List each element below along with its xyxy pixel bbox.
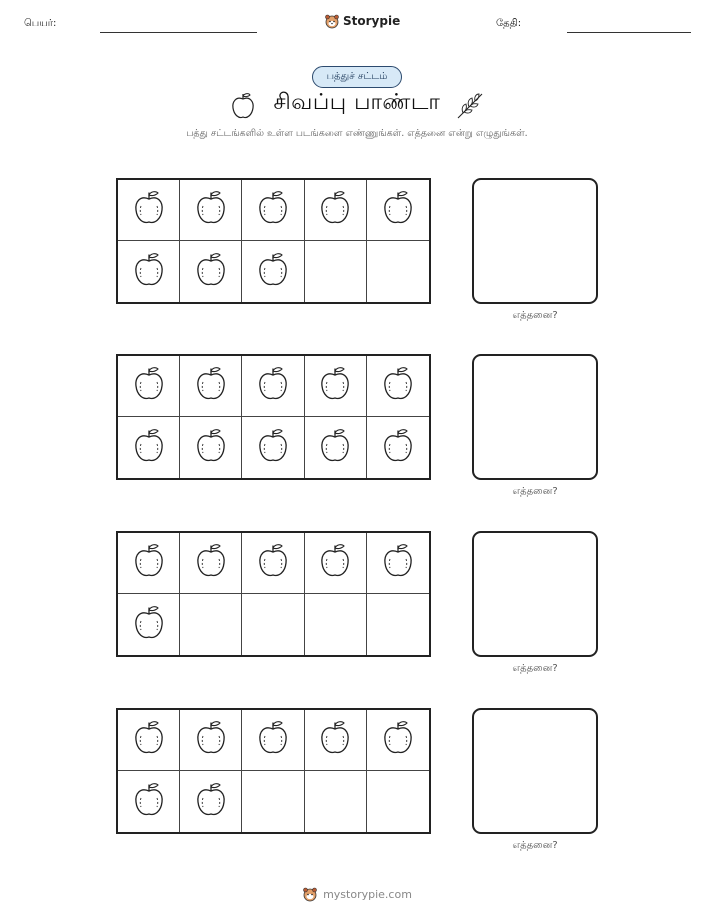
frame-cell xyxy=(180,710,242,771)
date-label: தேதி: xyxy=(496,18,522,29)
apple-icon xyxy=(132,366,166,406)
frame-cell xyxy=(242,356,304,417)
apple-icon xyxy=(132,190,166,230)
frame-cell xyxy=(367,241,429,302)
answer-label: எத்தனை? xyxy=(512,840,558,851)
apple-icon xyxy=(194,252,228,292)
frame-cell xyxy=(367,180,429,241)
footer xyxy=(0,886,714,902)
frame-cell xyxy=(367,594,429,655)
name-line[interactable] xyxy=(100,32,257,33)
date-line[interactable] xyxy=(567,32,691,33)
apple-icon xyxy=(194,720,228,760)
apple-icon xyxy=(256,366,290,406)
answer-label: எத்தனை? xyxy=(512,486,558,497)
apple-icon xyxy=(132,252,166,292)
ten-frame-block-4 xyxy=(0,708,714,868)
apple-icon xyxy=(194,782,228,822)
apple-icon xyxy=(256,720,290,760)
ten-frame-block-2 xyxy=(0,354,714,514)
apple-icon xyxy=(256,190,290,230)
apple-icon xyxy=(318,543,352,583)
apple-icon xyxy=(132,782,166,822)
frame-cell xyxy=(367,533,429,594)
red-panda-icon xyxy=(302,886,318,902)
apple-icon xyxy=(256,543,290,583)
apple-icon xyxy=(381,720,415,760)
apple-icon xyxy=(318,190,352,230)
frame-cell xyxy=(242,594,304,655)
frame-cell xyxy=(305,241,367,302)
frame-cell xyxy=(180,594,242,655)
frame-cell xyxy=(118,771,180,832)
frame-cell xyxy=(242,417,304,478)
frame-cell xyxy=(118,241,180,302)
frame-cell xyxy=(118,594,180,655)
apple-icon xyxy=(132,543,166,583)
title-row xyxy=(0,90,714,122)
frame-cell xyxy=(305,180,367,241)
red-panda-icon xyxy=(324,13,340,29)
frame-cell xyxy=(180,356,242,417)
apple-icon xyxy=(381,428,415,468)
apple-icon xyxy=(381,543,415,583)
frame-cell xyxy=(118,356,180,417)
apple-icon xyxy=(381,190,415,230)
answer-box[interactable] xyxy=(472,178,598,304)
ten-frame-block-1 xyxy=(0,178,714,338)
frame-cell xyxy=(242,241,304,302)
brand-name: Storypie xyxy=(343,14,401,28)
instructions: பத்து சட்டங்களில் உள்ள படங்களை எண்ணுங்கள். எத்தனை என்று எழுதுங்கள். xyxy=(186,128,528,139)
worksheet-badge: பத்துச் சட்டம் xyxy=(312,66,402,88)
frame-cell xyxy=(180,180,242,241)
frame-cell xyxy=(367,710,429,771)
answer-box[interactable] xyxy=(472,531,598,657)
frame-cell xyxy=(118,180,180,241)
frame-cell xyxy=(118,533,180,594)
leaf-branch-icon xyxy=(455,92,485,120)
frame-cell xyxy=(118,710,180,771)
apple-icon xyxy=(132,428,166,468)
ten-frame xyxy=(116,354,431,480)
answer-label: எத்தனை? xyxy=(512,663,558,674)
name-label: பெயர்: xyxy=(24,18,57,29)
frame-cell xyxy=(367,356,429,417)
frame-cell xyxy=(305,356,367,417)
frame-cell xyxy=(305,594,367,655)
apple-icon xyxy=(194,543,228,583)
apple-icon xyxy=(318,720,352,760)
frame-cell xyxy=(180,771,242,832)
ten-frame-block-3 xyxy=(0,531,714,691)
frame-cell xyxy=(367,417,429,478)
frame-cell xyxy=(242,180,304,241)
brand-logo xyxy=(324,13,400,29)
apple-icon xyxy=(381,366,415,406)
apple-icon xyxy=(132,605,166,645)
apple-icon xyxy=(132,720,166,760)
ten-frame xyxy=(116,178,431,304)
page-title: சிவப்பு பாண்டா xyxy=(273,90,441,115)
answer-box[interactable] xyxy=(472,354,598,480)
frame-cell xyxy=(118,417,180,478)
apple-icon xyxy=(318,366,352,406)
header xyxy=(0,0,714,50)
apple-icon xyxy=(318,428,352,468)
frame-cell xyxy=(180,417,242,478)
frame-cell xyxy=(242,710,304,771)
answer-box[interactable] xyxy=(472,708,598,834)
frame-cell xyxy=(305,417,367,478)
frame-cell xyxy=(242,771,304,832)
frame-cell xyxy=(180,241,242,302)
frame-cell xyxy=(305,771,367,832)
footer-url: mystorypie.com xyxy=(323,887,412,901)
apple-icon xyxy=(194,366,228,406)
frame-cell xyxy=(305,533,367,594)
apple-icon xyxy=(256,428,290,468)
apple-icon xyxy=(256,252,290,292)
frame-cell xyxy=(367,771,429,832)
ten-frame xyxy=(116,531,431,657)
frame-cell xyxy=(242,533,304,594)
answer-label: எத்தனை? xyxy=(512,310,558,321)
ten-frame xyxy=(116,708,431,834)
frame-cell xyxy=(305,710,367,771)
apple-icon xyxy=(194,428,228,468)
apple-icon xyxy=(194,190,228,230)
frame-cell xyxy=(180,533,242,594)
